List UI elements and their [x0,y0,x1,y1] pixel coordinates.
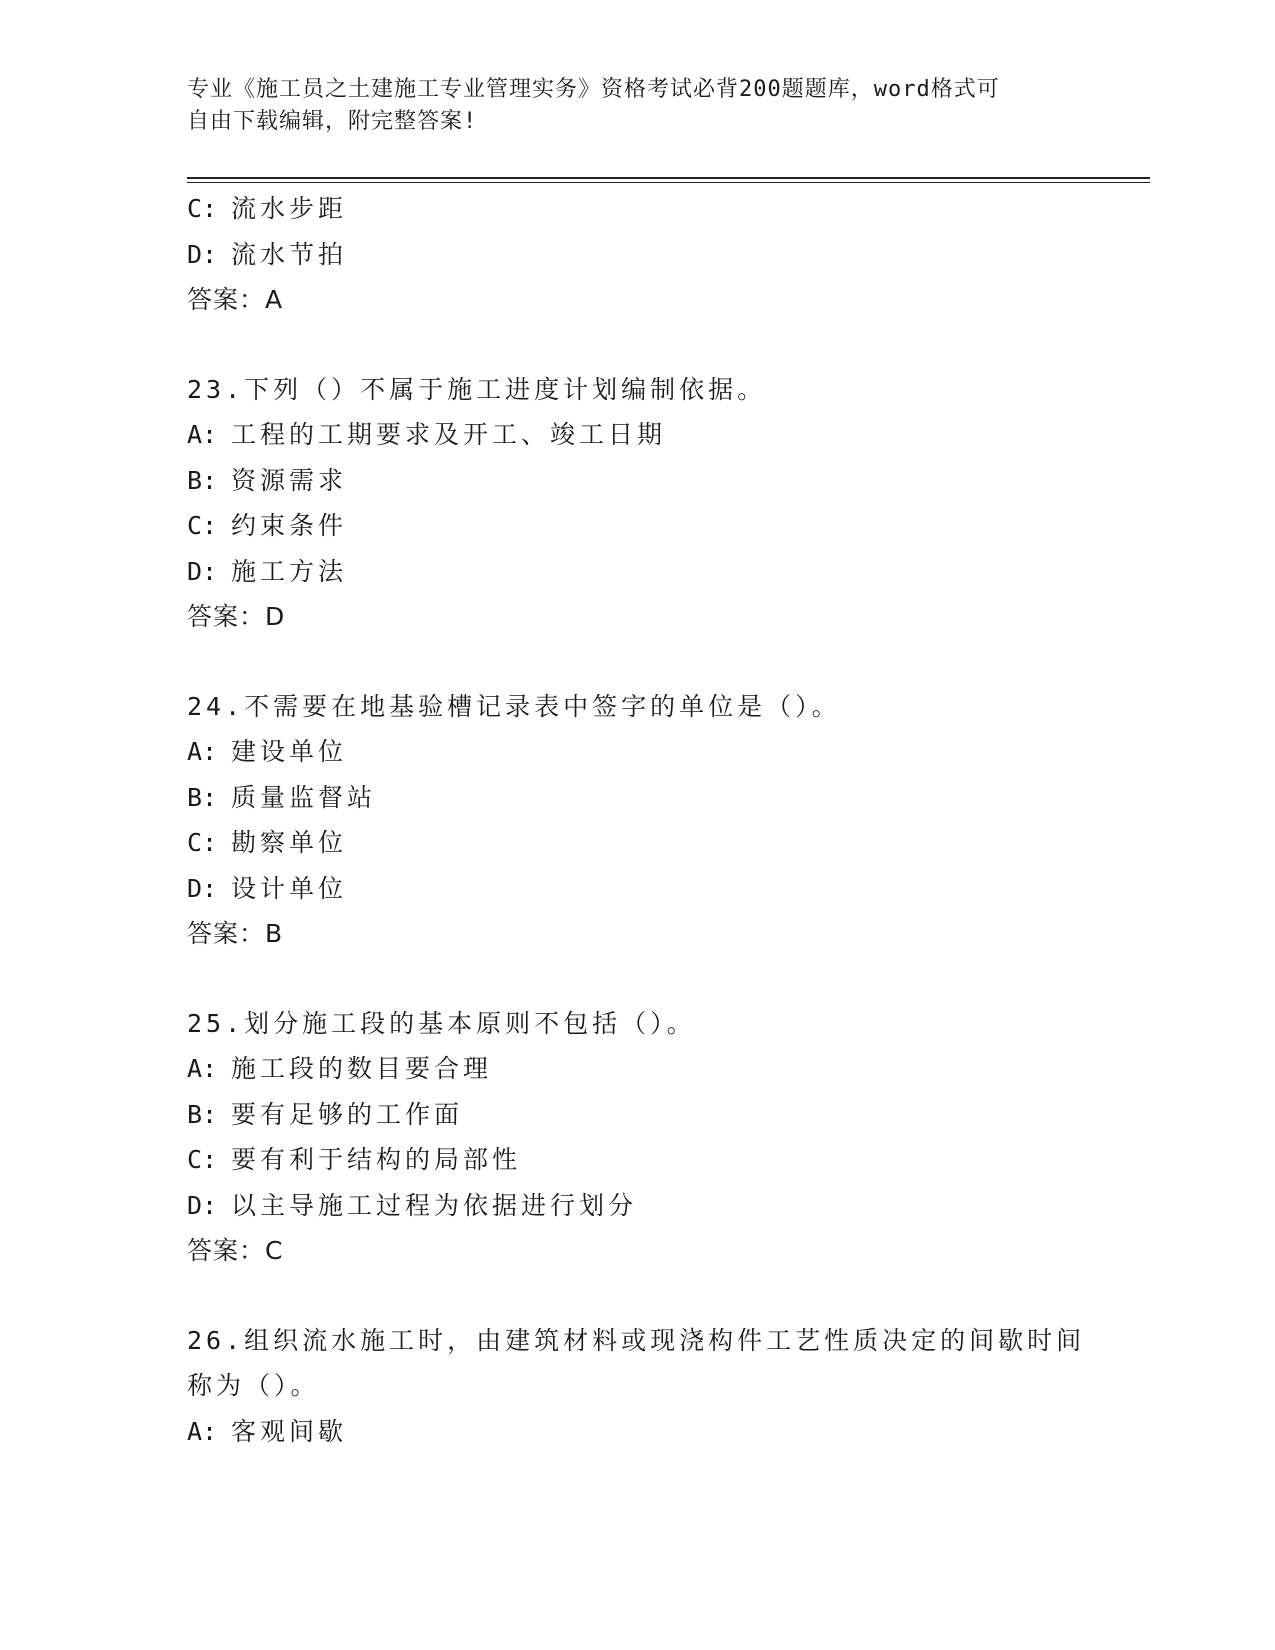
answer-line: 答案：D [187,602,286,631]
header-divider-thin [187,182,1150,183]
option-key: D: [187,556,218,586]
option-text: 设计单位 [231,873,348,903]
question-26 [187,1318,1087,1455]
question-stem: 25.划分施工段的基本原则不包括（）。 [187,1008,696,1038]
option-d [187,232,1087,278]
option-key: A: [187,1054,218,1083]
header-divider-thick [187,177,1150,179]
option-b [187,1092,1087,1138]
question-24 [187,684,1087,957]
option-text: 资源需求 [231,465,348,495]
answer-line: 答案：B [187,919,284,948]
option-a [187,1046,1087,1092]
option-text: 工程的工期要求及开工、竣工日期 [231,420,667,449]
option-text: 要有利于结构的局部性 [231,1145,522,1174]
spacer [187,957,1087,1001]
option-key: B: [187,465,218,495]
question-23 [187,367,1087,640]
option-text: 客观间歇 [231,1416,348,1446]
option-b [187,775,1087,821]
answer-line: 答案：A [187,285,284,314]
question-22-continuation [187,186,1087,323]
option-text: 建设单位 [231,737,348,766]
header-title-line-2: 自由下载编辑，附完整答案! [187,109,478,134]
option-key: B: [187,1099,218,1129]
spacer [187,1274,1087,1318]
question-stem-line-1: 26.组织流水施工时，由建筑材料或现浇构件工艺性质决定的间歇时间 [187,1325,1086,1355]
question-25 [187,1001,1087,1274]
option-c [187,186,1087,232]
option-a [187,412,1087,458]
option-key: D: [187,1190,218,1220]
question-list [187,186,1087,1454]
option-c [187,1137,1087,1183]
question-stem: 23.下列（）不属于施工进度计划编制依据。 [187,374,767,404]
option-key: C: [187,511,218,540]
option-key: A: [187,737,218,766]
spacer [187,323,1087,367]
option-c [187,503,1087,549]
option-text: 约束条件 [231,511,348,540]
option-b [187,458,1087,504]
spacer [187,640,1087,684]
option-key: A: [187,1416,218,1446]
option-d [187,866,1087,912]
option-text: 勘察单位 [231,828,348,857]
option-key: D: [187,873,218,903]
option-text: 施工方法 [231,556,348,586]
option-c [187,820,1087,866]
option-d [187,549,1087,595]
option-key: B: [187,782,218,812]
option-key: C: [187,828,218,857]
header-title-line-1: 专业《施工员之土建施工专业管理实务》资格考试必背200题题库，word格式可 [187,77,1000,102]
document-header [187,74,1067,138]
option-text: 以主导施工过程为依据进行划分 [231,1190,638,1220]
option-key: C: [187,194,218,223]
option-a [187,729,1087,775]
option-d [187,1183,1087,1229]
option-key: D: [187,239,218,269]
option-text: 质量监督站 [231,782,377,812]
answer-line: 答案：C [187,1236,284,1265]
option-key: C: [187,1145,218,1174]
option-text: 要有足够的工作面 [231,1099,464,1129]
option-text: 流水步距 [231,194,348,223]
option-key: A: [187,420,218,449]
question-stem: 24.不需要在地基验槽记录表中签字的单位是（）。 [187,691,841,721]
question-stem-line-2: 称为（）。 [187,1371,320,1400]
option-text: 流水节拍 [231,239,348,269]
option-a [187,1409,1087,1455]
option-text: 施工段的数目要合理 [231,1054,493,1083]
